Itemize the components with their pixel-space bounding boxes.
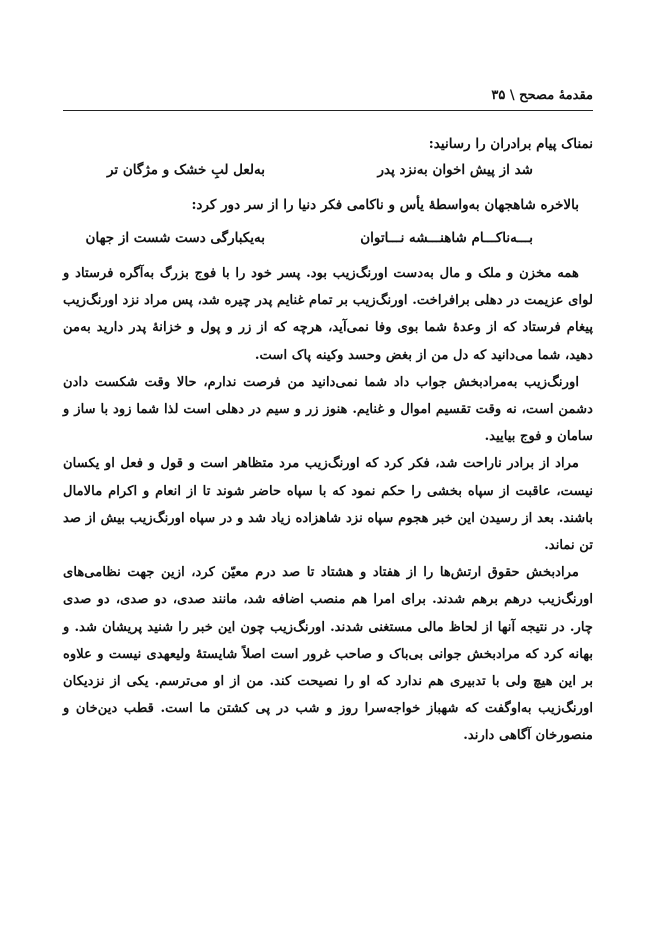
paragraph: مراد از برادر ناراحت شد، فکر کرد که اورنگ‌زیب مرد متظاهر است و قول و فعل او یکسان نیست، عاقبت از سپاه بخشی را حکم نمود که با سپاه حاضر شوند تا از انعام و اکرام مالامال باشند. بعد از رسیدن این خبر هجوم سپاه نزد شاهزاده زیاد شد و در سپاه اورنگ‌زیب بیش از صد تن نماند. [63, 456, 593, 554]
intro-line: نمناک پیام برادران را رسانید: [428, 136, 593, 152]
body-text [63, 260, 593, 750]
verse-1-hemistich-1: شد از پیش اخوان به‌نزد پدر [377, 162, 533, 178]
paragraph: اورنگ‌زیب به‌مرادبخش جواب داد شما نمی‌دانید من فرصت ندارم، حالا وقت شکست دادن دشمن است، نه وقت تقسیم اموال و غنایم. هنوز زر و سیم در دهلی است لذا شما زود با ساز و سامان و فوج بیایید. [63, 374, 593, 445]
paragraph: همه مخزن و ملک و مال به‌دست اورنگ‌زیب بود. پسر خود را با فوج بزرگ به‌آگره فرستاد و لوای عزیمت در دهلی برافراخت. اورنگ‌زیب بر تمام غنایم پدر چیره شد، پس مراد نزد اورنگ‌زیب پیغام فرستاد که از وعدهٔ شما بوی وفا نمی‌آید، هرچه که از زر و پول و خزانهٔ پدر دارید به‌من دهید، شما می‌دانید که دل من از بغض وحسد وکینه پاک است. [63, 266, 593, 363]
verse-1-hemistich-2: به‌لعل لبِ خشک و مژگان تر [106, 162, 265, 178]
mid-line: بالاخره شاهجهان به‌واسطهٔ یأس و ناکامی فکر دنیا را از سر دور کرد: [191, 197, 579, 213]
verse-2-hemistich-1: بـــه‌ناکـــام شاهنـــشه نـــاتوان [360, 230, 533, 246]
paragraph: مرادبخش حقوق ارتش‌ها را از هفتاد و هشتاد تا صد درم معیّن کرد، ازین جهت نظامی‌های اورنگ‌زیب درهم برهم شدند. برای امرا هم منصب اضافه شد، مانند صدی، دو صدی، دو صدی چار. در نتیجه آنها از لحاظ مالی مستغنی شدند. اورنگ‌زیب چون این خبر را شنید پریشان شد. و بهانه کرد که مرادبخش جوانی بی‌باک و صاحب غرور است اصلاً شایستهٔ ولیعهدی نیست و علاوه بر این هیچ ولی با تدبیری هم ندارد که او را نصیحت کند. من از او می‌ترسم. یکی از نزدیکان اورنگ‌زیب به‌اوگفت که شهباز خواجه‌سرا روز و شب در پی کشتن ما است. قطب دین‌خان و منصورخان آگاهی دارند. [63, 565, 593, 744]
header-rule [63, 110, 593, 111]
verse-2-hemistich-2: به‌یکبارگی دست شست از جهان [85, 230, 265, 246]
verse-2 [63, 230, 593, 252]
running-header: مقدمهٔ مصحح \ ۳۵ [491, 88, 593, 103]
verse-1 [63, 162, 593, 184]
page-header [63, 88, 593, 110]
